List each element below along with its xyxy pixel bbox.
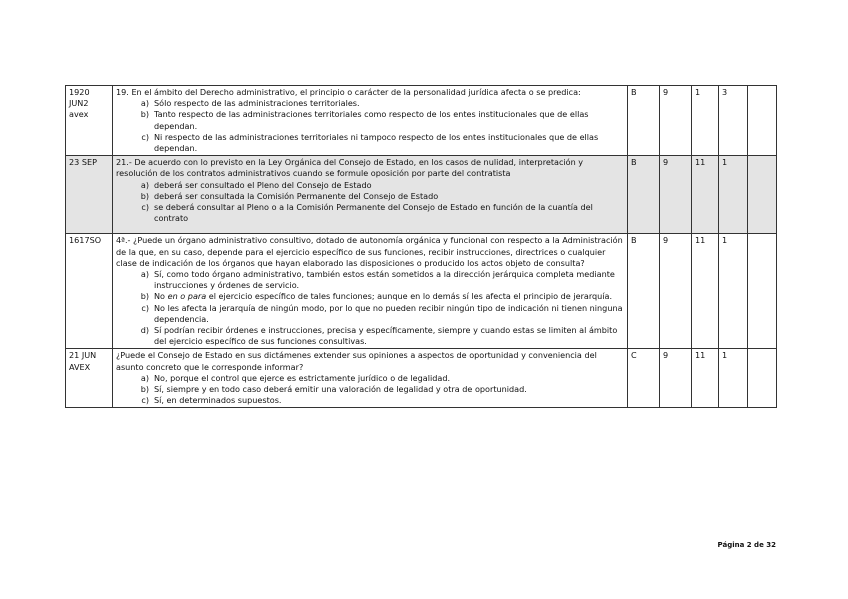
answer-cell: B [628, 156, 660, 234]
value-cell: 1 [719, 156, 748, 234]
question-cell [113, 349, 628, 408]
option-label: a) [140, 372, 149, 383]
date-line: JUN2 [69, 98, 89, 109]
option-item [136, 98, 624, 109]
option-item [136, 180, 624, 191]
option-text [154, 291, 624, 302]
option-text: Sí, siempre y en todo caso deberá emitir una valoración de legalidad y otra de oportunidad. [154, 384, 527, 395]
option-label: a) [140, 98, 149, 109]
options-list [116, 180, 624, 225]
option-item [136, 109, 624, 131]
question-cell [113, 234, 628, 349]
options-list [116, 373, 624, 407]
option-text: Sí podrían recibir órdenes e instrucciones, precisa y específicamente, siempre y cuando estas se limiten al ámbito del ejercicio específico de sus funciones consultivas. [154, 325, 618, 347]
answer-cell: B [628, 86, 660, 156]
value-cell: 11 [692, 234, 719, 349]
value-cell: 11 [692, 349, 719, 408]
question-text: 4ª.- ¿Puede un órgano administrativo consultivo, dotado de autonomía orgánica y funcional con respecto a la Administración de la que, en su caso, depende para el ejercicio específico de sus funciones, recibir instrucciones, directrices o cualquier clase de indicación de los órganos que hayan elaborado las disposiciones o producido los actos objeto de consulta? [116, 235, 623, 268]
empty-cell [748, 156, 777, 234]
table-row [66, 349, 777, 408]
question-text: 21.- De acuerdo con lo previsto en la Ley Orgánica del Consejo de Estado, en los casos de nulidad, interpretación y resolución de los contratos administrativos cuando se formule oposición por parte del contratista [116, 157, 584, 179]
option-text: se deberá consultar al Pleno o a la Comisión Permanente del Consejo de Estado en función de la cuantía del contrato [154, 202, 593, 224]
option-text: deberá ser consultado el Pleno del Consejo de Estado [154, 179, 372, 190]
option-text-post: el ejercicio específico de tales funciones; aunque en lo demás sí les afecta el principio de jerarquía. [206, 291, 613, 302]
option-item [136, 384, 624, 395]
option-label: c) [141, 395, 149, 406]
option-label: c) [141, 302, 149, 313]
page-number: Página 2 de 32 [717, 541, 776, 549]
empty-cell [748, 234, 777, 349]
questions-table [65, 85, 777, 408]
option-item [136, 132, 624, 154]
option-item [136, 191, 624, 202]
option-item [136, 395, 624, 406]
option-label: d) [140, 325, 149, 336]
table-row [66, 86, 777, 156]
option-item [136, 325, 624, 347]
option-text: Sí, en determinados supuestos. [154, 395, 282, 406]
date-line: avex [69, 109, 89, 120]
option-item [136, 291, 624, 302]
empty-cell [748, 349, 777, 408]
table-row [66, 234, 777, 349]
option-label: a) [140, 179, 149, 190]
date-line: AVEX [69, 361, 91, 372]
date-line: 23 SEP [69, 157, 98, 168]
option-text: deberá ser consultada la Comisión Permanente del Consejo de Estado [154, 190, 439, 201]
option-label: c) [141, 131, 149, 142]
option-item [136, 202, 624, 224]
value-cell: 1 [719, 234, 748, 349]
answer-cell: B [628, 234, 660, 349]
date-cell [66, 234, 113, 349]
option-label: c) [141, 202, 149, 213]
option-text: Sí, como todo órgano administrativo, también estos están sometidos a la dirección jerárquica completa mediante instrucciones y órdenes de servicio. [154, 269, 615, 291]
date-cell [66, 156, 113, 234]
option-label: b) [140, 384, 149, 395]
value-cell: 9 [660, 86, 692, 156]
option-item [136, 373, 624, 384]
value-cell: 11 [692, 156, 719, 234]
value-cell: 9 [660, 234, 692, 349]
value-cell: 9 [660, 156, 692, 234]
options-list [116, 98, 624, 154]
option-item [136, 269, 624, 291]
table-row [66, 156, 777, 234]
option-text: Sólo respecto de las administraciones territoriales. [154, 98, 360, 109]
option-label: a) [140, 269, 149, 280]
date-cell [66, 349, 113, 408]
value-cell: 1 [692, 86, 719, 156]
option-label: b) [140, 291, 149, 302]
empty-cell [748, 86, 777, 156]
option-text: No, porque el control que ejerce es estrictamente jurídico o de legalidad. [154, 372, 451, 383]
value-cell: 9 [660, 349, 692, 408]
question-text: 19. En el ámbito del Derecho administrativo, el principio o carácter de la personalidad jurídica afecta o se predica: [116, 87, 581, 97]
question-cell [113, 86, 628, 156]
option-item [136, 303, 624, 325]
value-cell: 3 [719, 86, 748, 156]
date-line: 21 JUN [69, 350, 97, 361]
date-line: 1920 [69, 87, 90, 97]
value-cell: 1 [719, 349, 748, 408]
question-text: ¿Puede el Consejo de Estado en sus dictámenes extender sus opiniones a aspectos de oportunidad y conveniencia del asunto concreto que le corresponde informar? [116, 350, 597, 372]
date-cell [66, 86, 113, 156]
answer-cell: C [628, 349, 660, 408]
question-cell [113, 156, 628, 234]
option-text: No les afecta la jerarquía de ningún modo, por lo que no pueden recibir ningún tipo de indicación ni tienen ninguna dependencia. [154, 302, 623, 324]
option-text: Ni respecto de las administraciones territoriales ni tampoco respecto de los entes institucionales que de ellas dependan. [154, 131, 599, 154]
options-list [116, 269, 624, 347]
date-line: 1617SO [69, 235, 102, 246]
option-label: b) [140, 109, 149, 120]
option-label: b) [140, 190, 149, 201]
option-text-pre: No [154, 291, 168, 302]
option-text-emphasis: en o para [167, 291, 207, 302]
option-text: Tanto respecto de las administraciones territoriales como respecto de los entes institucionales que de ellas dependan. [154, 109, 589, 131]
